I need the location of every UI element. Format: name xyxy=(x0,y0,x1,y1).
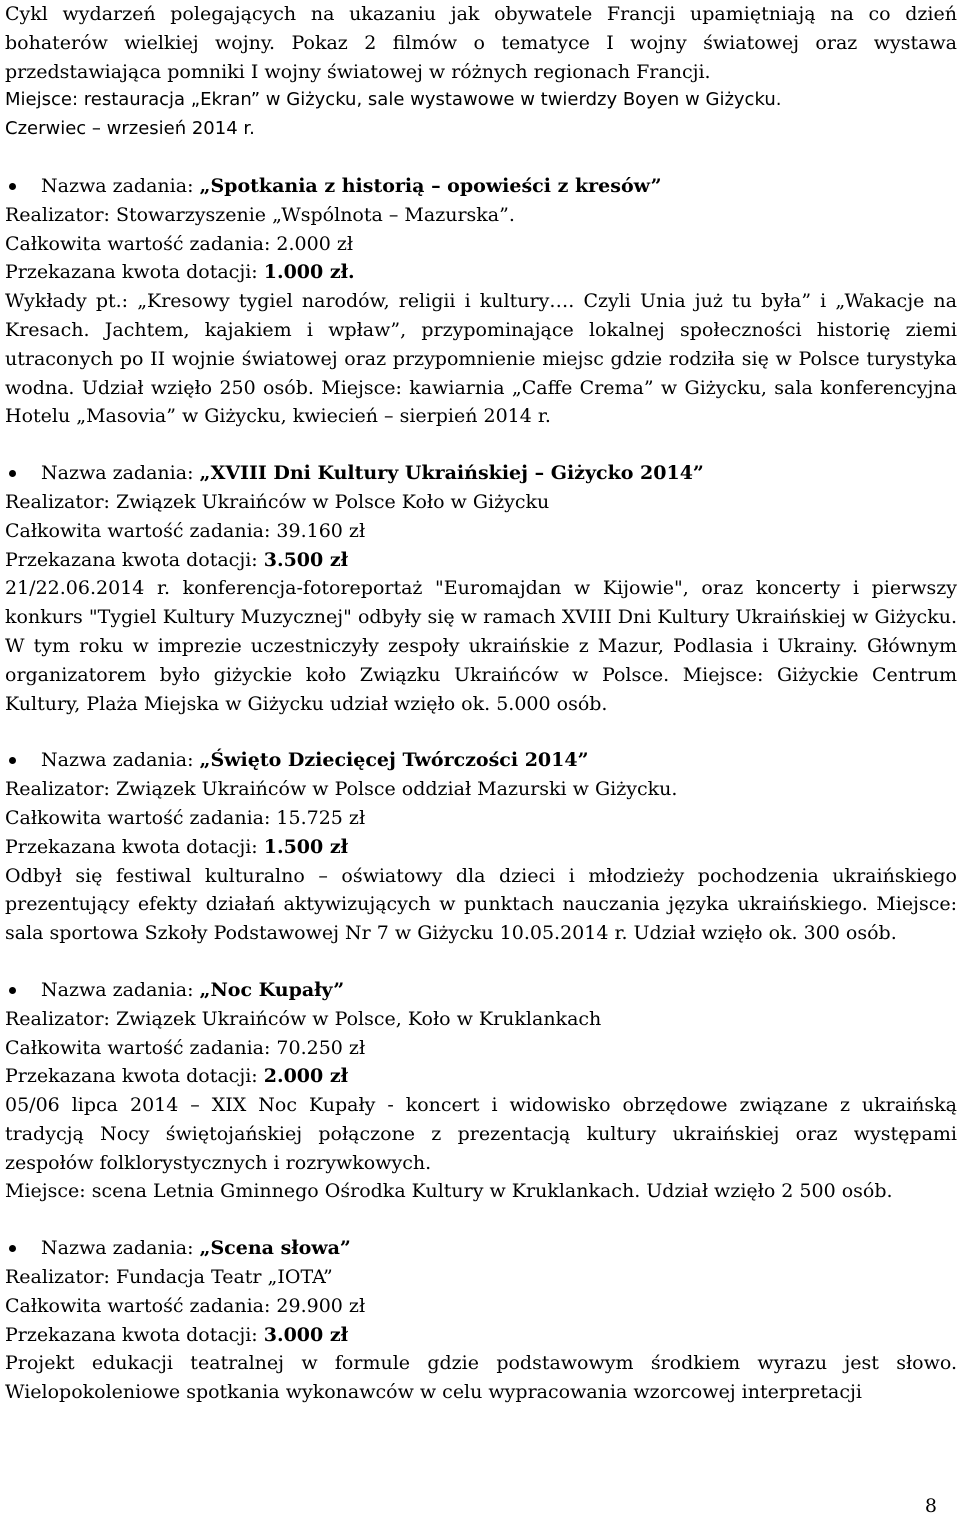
intro-paragraph: Cykl wydarzeń polegających na ukazaniu jak obywatele Francji upamiętniają na co dzień bohaterów wielkiej wojny. Pokaz 2 filmów o tematyce I wojny światowej oraz wystawa przedstawiająca pomniki I wojny światowej w różnych regionach Francji. xyxy=(5,3,957,83)
task-realizator: Realizator: Stowarzyszenie „Wspólnota – Mazurska”. xyxy=(5,203,515,226)
task-label: Nazwa zadania: xyxy=(41,749,200,772)
task-grant-amount: 3.500 zł xyxy=(263,548,348,571)
task-description: 21/22.06.2014 r. konferencja-fotoreportaż "Euromajdan w Kijowie", oraz koncerty i pierwszy konkurs "Tygiel Kultury Muzycznej" odbyły się w ramach XVIII Dni Kultury Ukraińskiej w Giżycku. W tym roku w imprezie uczestniczyły zespoły ukraińskie z Mazur, Podlasia i Ukrainy. Głównym organizatorem było giżyckie koło Związku Ukraińców w Polsce. Miejsce: Giżyckie Centrum Kultury, Plaża Miejska w Giżycku udział wzięło ok. 5.000 osób. xyxy=(5,577,957,715)
task-section xyxy=(5,172,957,431)
task-label: Nazwa zadania: xyxy=(41,1237,200,1260)
task-title xyxy=(5,976,957,1005)
intro-date: Czerwiec – wrzesień 2014 r. xyxy=(5,118,255,140)
task-realizator: Realizator: Fundacja Teatr „IOTA” xyxy=(5,1266,333,1289)
task-grant-label: Przekazana kwota dotacji: xyxy=(5,1065,264,1088)
task-realizator: Realizator: Związek Ukraińców w Polsce, Koło w Kruklankach xyxy=(5,1007,602,1030)
task-grant-label: Przekazana kwota dotacji: xyxy=(5,835,264,858)
task-grant-label: Przekazana kwota dotacji: xyxy=(5,1323,264,1346)
task-description: Wykłady pt.: „Kresowy tygiel narodów, religii i kultury…. Czyli Unia już tu była” i „Wakacje na Kresach. Jachtem, kajakiem i wpław”, przypominające lokalnej społeczności historię ziemi utraconych po II wojnie światowej oraz przypomnienie miejsc gdzie rodziła się w Polsce turystyka wodna. Udział wzięło 250 osób. Miejsce: kawiarnia „Caffe Crema” w Giżycku, sala konferencyjna Hotelu „Masovia” w Giżycku, kwiecień – sierpień 2014 r. xyxy=(5,290,957,428)
task-name: „Scena słowa” xyxy=(199,1237,351,1260)
task-label: Nazwa zadania: xyxy=(41,174,200,197)
page-number: 8 xyxy=(924,1495,937,1517)
task-name: „XVIII Dni Kultury Ukraińskiej – Giżycko 2014” xyxy=(199,462,704,485)
task-total: Całkowita wartość zadania: 39.160 zł xyxy=(5,519,366,542)
task-title xyxy=(5,459,957,488)
task-grant-amount: 1.000 zł. xyxy=(263,261,355,284)
task-grant xyxy=(5,546,957,575)
task-grant-label: Przekazana kwota dotacji: xyxy=(5,261,264,284)
document-page xyxy=(5,0,957,1407)
task-label: Nazwa zadania: xyxy=(41,462,200,485)
task-title xyxy=(5,172,957,201)
task-name: „Spotkania z historią – opowieści z kresów” xyxy=(199,174,662,197)
task-grant-amount: 3.000 zł xyxy=(263,1323,348,1346)
intro-block xyxy=(5,0,957,144)
task-description: Odbył się festiwal kulturalno – oświatowy dla dzieci i młodzieży pochodzenia ukraińskiego prezentujący efekty działań aktywizujących w punktach nauczania języka ukraińskiego. Miejsce: sala sportowa Szkoły Podstawowej Nr 7 w Giżycku 10.05.2014 r. Udział wzięło ok. 300 osób. xyxy=(5,864,957,945)
task-grant-label: Przekazana kwota dotacji: xyxy=(5,548,264,571)
task-realizator: Realizator: Związek Ukraińców w Polsce Koło w Giżycku xyxy=(5,490,550,513)
task-title xyxy=(5,1234,957,1263)
task-name: „Noc Kupały” xyxy=(199,978,345,1001)
task-grant-amount: 2.000 zł xyxy=(263,1065,348,1088)
task-description-place: Miejsce: scena Letnia Gminnego Ośrodka Kultury w Kruklankach. Udział wzięło 2 500 osób. xyxy=(5,1180,893,1203)
task-grant-amount: 1.500 zł xyxy=(263,835,348,858)
task-section xyxy=(5,459,957,718)
task-total: Całkowita wartość zadania: 2.000 zł xyxy=(5,232,354,255)
task-total: Całkowita wartość zadania: 15.725 zł xyxy=(5,806,366,829)
task-grant xyxy=(5,1062,957,1091)
task-grant xyxy=(5,258,957,287)
task-section xyxy=(5,746,957,948)
task-name: „Święto Dziecięcej Twórczości 2014” xyxy=(199,749,589,772)
task-section xyxy=(5,976,957,1206)
task-description: 05/06 lipca 2014 – XIX Noc Kupały - koncert i widowisko obrzędowe związane z ukraińską tradycją Nocy świętojańskiej połączone z prezentacją kultury ukraińskiej oraz występami zespołów folklorystycznych i rozrywkowych. xyxy=(5,1094,957,1174)
intro-place: Miejsce: restauracja „Ekran” w Giżycku, sale wystawowe w twierdzy Boyen w Giżycku. xyxy=(5,89,782,111)
task-grant xyxy=(5,833,957,862)
task-total: Całkowita wartość zadania: 70.250 zł xyxy=(5,1036,366,1059)
task-section xyxy=(5,1234,957,1407)
task-grant xyxy=(5,1321,957,1350)
task-title xyxy=(5,746,957,775)
task-description: Projekt edukacji teatralnej w formule gdzie podstawowym środkiem wyrazu jest słowo. Wielopokoleniowe spotkania wykonawców w celu wypracowania wzorcowej interpretacji xyxy=(5,1352,957,1404)
task-label: Nazwa zadania: xyxy=(41,978,200,1001)
task-total: Całkowita wartość zadania: 29.900 zł xyxy=(5,1294,366,1317)
task-realizator: Realizator: Związek Ukraińców w Polsce oddział Mazurski w Giżycku. xyxy=(5,778,678,801)
